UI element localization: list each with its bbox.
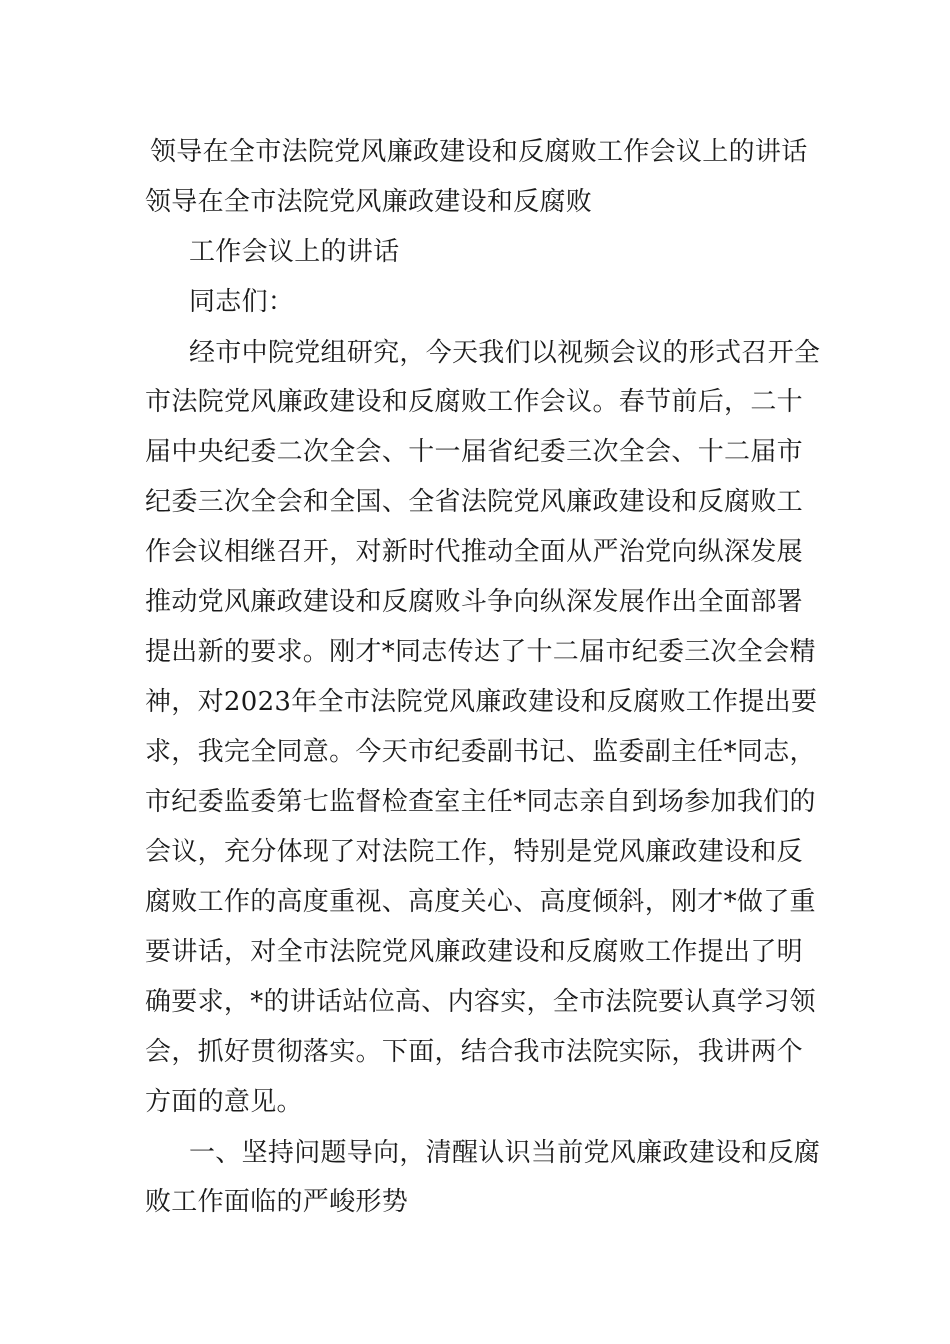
body-line: 市法院党风廉政建设和反腐败工作会议。春节前后，二十 xyxy=(145,387,803,417)
body-line: 作会议相继召开，对新时代推动全面从严治党向纵深发展 xyxy=(145,537,803,567)
section-heading-line: 一、坚持问题导向，清醒认识当前党风廉政建设和反腐 xyxy=(189,1138,821,1168)
body-line: 确要求，*的讲话站位高、内容实，全市法院要认真学习领 xyxy=(145,987,816,1017)
section-heading-line: 败工作面临的严峻形势 xyxy=(145,1187,409,1217)
body-line: 届中央纪委二次全会、十一届省纪委三次全会、十二届市 xyxy=(145,437,803,467)
body-line: 会议，充分体现了对法院工作，特别是党风廉政建设和反 xyxy=(145,837,803,867)
body-line: 经市中院党组研究，今天我们以视频会议的形式召开全 xyxy=(189,338,821,368)
body-line: 求，我完全同意。今天市纪委副书记、监委副主任*同志， xyxy=(145,737,816,767)
body-line: 纪委三次全会和全国、全省法院党风廉政建设和反腐败工 xyxy=(145,487,803,517)
document-title-line-3: 工作会议上的讲话 xyxy=(189,237,400,267)
body-line: 神，对2023年全市法院党风廉政建设和反腐败工作提出要 xyxy=(145,687,818,717)
body-line: 方面的意见。 xyxy=(145,1087,303,1117)
document-title-line-2: 领导在全市法院党风廉政建设和反腐败 xyxy=(145,187,593,217)
document-title-line-1: 领导在全市法院党风廉政建设和反腐败工作会议上的讲话 xyxy=(150,137,808,167)
salutation: 同志们： xyxy=(189,287,295,317)
body-line: 推动党风廉政建设和反腐败斗争向纵深发展作出全面部署 xyxy=(145,587,803,617)
body-line: 要讲话，对全市法院党风廉政建设和反腐败工作提出了明 xyxy=(145,937,803,967)
body-line: 提出新的要求。刚才*同志传达了十二届市纪委三次全会精 xyxy=(145,637,816,667)
body-line: 市纪委监委第七监督检查室主任*同志亲自到场参加我们的 xyxy=(145,787,816,817)
body-line: 腐败工作的高度重视、高度关心、高度倾斜，刚才*做了重 xyxy=(145,887,816,917)
body-line: 会，抓好贯彻落实。下面，结合我市法院实际，我讲两个 xyxy=(145,1037,803,1067)
